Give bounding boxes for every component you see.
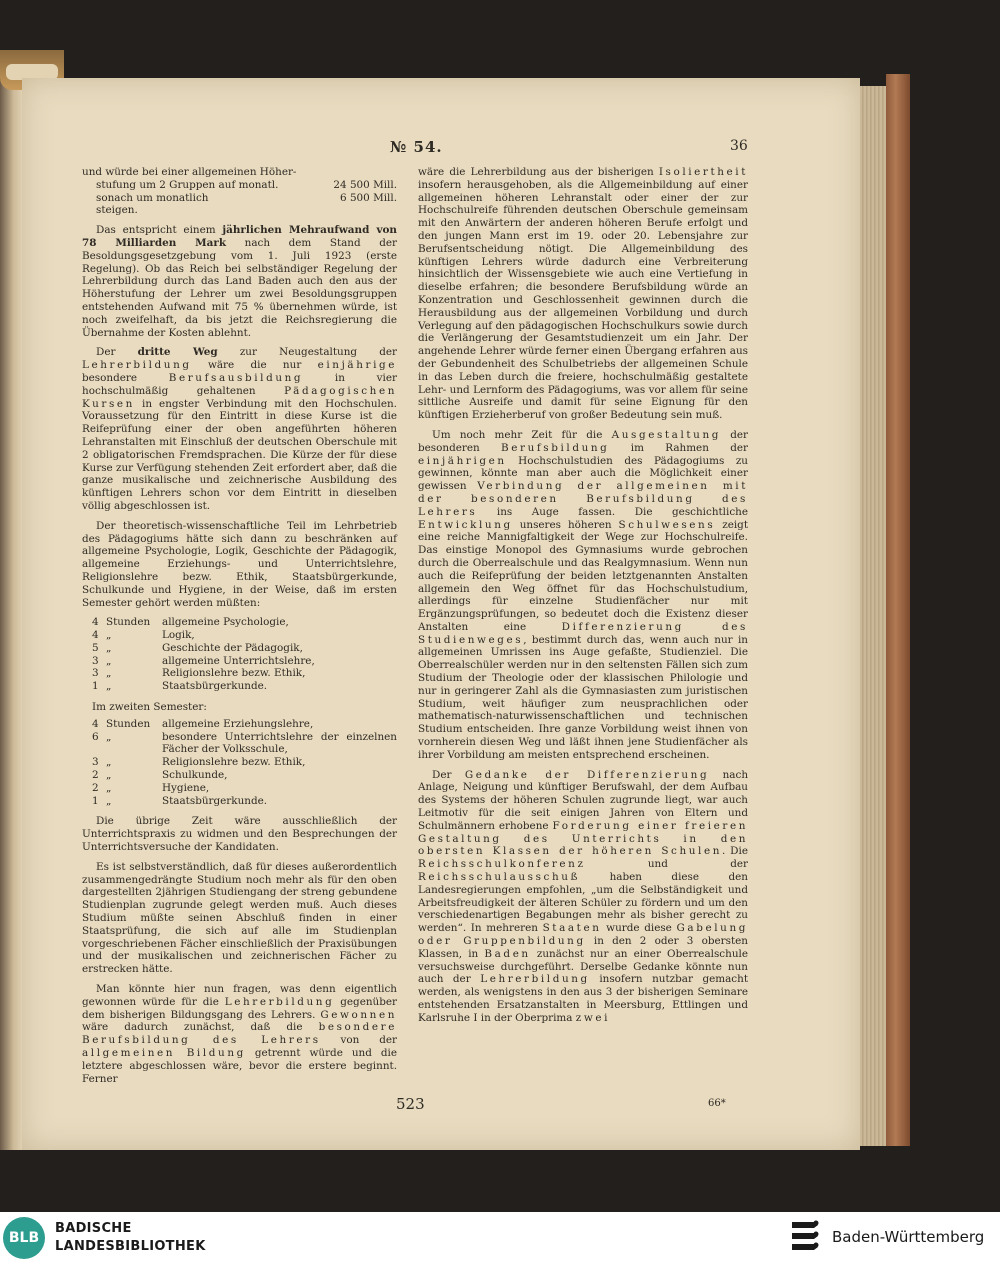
subject-name: Staatsbürgerkunde. bbox=[162, 794, 268, 807]
paragraph-group bbox=[82, 815, 397, 1085]
schedule-row bbox=[92, 782, 397, 795]
schedule-row bbox=[92, 718, 397, 731]
spaced-text: allgemeinen Bildung bbox=[82, 1047, 246, 1059]
text-run: Der theoretisch-wissenschaftliche Teil im Lehrbetrieb des Pädagogiums hätte sich dann zu beschränken auf allgemeine Psychologie, Logik, Geschichte der Pädagogik, allgemeine Erziehungs- und Unterrichtslehre, Religionslehre bezw. Ethik, Staatsbürgerkunde, Schulkunde und Hygiene, in der Weise, daß im ersten Semester gehört werden müßten: bbox=[82, 519, 397, 609]
hours-unit: „ bbox=[106, 629, 112, 642]
body-paragraph bbox=[82, 983, 397, 1085]
hours-count: 1 bbox=[92, 794, 99, 807]
text-run: wäre die nur bbox=[191, 359, 318, 372]
spaced-text: Ausgestaltung bbox=[611, 428, 721, 441]
spaced-text: einjährigen bbox=[418, 454, 507, 467]
text-run: wäre dadurch zunächst, daß die bbox=[82, 1021, 319, 1034]
hours-count: 5 bbox=[92, 641, 99, 654]
subject-name: Religionslehre bezw. Ethik, bbox=[162, 756, 306, 769]
hours-unit: „ bbox=[106, 769, 112, 782]
hours-count: 4 bbox=[92, 616, 99, 629]
hours-unit: „ bbox=[106, 781, 112, 794]
body-paragraph bbox=[82, 815, 397, 853]
text-run: getrennt würde und die letztere abgeschlossen wäre, bevor die erstere beginnt. Ferner bbox=[82, 1047, 397, 1085]
schedule-second-semester bbox=[92, 718, 397, 808]
body-paragraph bbox=[418, 166, 748, 422]
intro-line: und würde bei einer allgemeinen Höher- bbox=[82, 166, 297, 178]
blb-name-line1[interactable]: BADISCHE bbox=[55, 1221, 132, 1236]
spaced-text: besondere Berufsbildung des Lehrers bbox=[82, 1021, 397, 1047]
spaced-text: Forderung einer freieren Gestaltung des Unterrichts in den obersten Klassen der höheren Schulen bbox=[418, 819, 748, 858]
hours-count: 3 bbox=[92, 667, 99, 680]
blb-logo[interactable]: BLB bbox=[3, 1217, 45, 1259]
text-run: unseres höheren bbox=[512, 518, 619, 531]
subject-name: allgemeine Unterrichtslehre, bbox=[162, 654, 315, 667]
spaced-text: Gedanke der Differenzierung bbox=[464, 768, 710, 781]
subject-name: Geschichte der Pädagogik, bbox=[162, 641, 303, 654]
subject-name: allgemeine Psychologie, bbox=[162, 616, 289, 629]
text-run: Hochschulstudien des Pädagogiums zu gewinnen, könnte man aber auch die Möglichkeit einer gewissen bbox=[418, 454, 748, 493]
text-run: wurde diese bbox=[601, 922, 677, 935]
text-run: in vier hochschulmäßig gehaltenen bbox=[82, 371, 397, 397]
right-column bbox=[418, 166, 748, 1032]
spaced-text: Berufsbildung bbox=[501, 441, 610, 454]
schedule-row bbox=[92, 655, 397, 668]
body-paragraph bbox=[82, 861, 397, 976]
schedule-first-semester bbox=[92, 616, 397, 693]
subject-name: Hygiene, bbox=[162, 781, 210, 794]
hours-unit: „ bbox=[106, 654, 112, 667]
schedule-row bbox=[92, 616, 397, 629]
text-run: von der bbox=[320, 1034, 397, 1047]
text-run: wäre die Lehrerbildung aus der bisherigen bbox=[418, 166, 659, 178]
subject-name: Religionslehre bezw. Ethik, bbox=[162, 667, 306, 680]
hours-count: 4 bbox=[92, 717, 99, 730]
schedule-row bbox=[92, 795, 397, 808]
text-run: Es ist selbstverständlich, daß für dieses außerordentlich zusammengedrängte Studium noch mehr als für den oben dargestellten 2jährigen Studiengang der streng gebundene Studienplan zugrunde gelegt werden muß. Auch dieses Studium müßte seinen Abschluß finden in einer Staatsprüfung, die sich auf alle im Studienplan vorgeschriebenen Fächer einschließlich der Praxisübungen und der musikalischen und zeichnerischen Fächer zu erstrecken hätte. bbox=[82, 860, 397, 976]
schedule-row bbox=[92, 642, 397, 655]
subject-name: Logik, bbox=[162, 629, 195, 642]
subject-name: allgemeine Erziehungslehre, bbox=[162, 717, 314, 730]
text-run: Der bbox=[96, 346, 138, 359]
spaced-text: Reichsschulausschuß bbox=[418, 871, 581, 884]
second-semester-heading: Im zweiten Semester: bbox=[92, 701, 207, 714]
blb-name-line2[interactable]: LANDESBIBLIOTHEK bbox=[55, 1239, 206, 1254]
text-run: und der bbox=[585, 858, 748, 871]
text-run: insofern nutzbar gemacht werden, als wenigstens in den aus 3 der bisherigen Seminare entstehenden Ersatzanstalten in Meersburg, Ettlingen und Karlsruhe I in der Oberprima bbox=[418, 973, 748, 1024]
text-run: Die übrige Zeit wäre ausschließlich der Unterrichtspraxis zu widmen und den Besprechungen der Unterrichtsversuche der Kandidaten. bbox=[82, 815, 397, 854]
hours-unit: Stunden bbox=[106, 616, 151, 629]
spaced-text: Lehrerbildung bbox=[82, 359, 192, 372]
schedule-row bbox=[92, 756, 397, 769]
text-run: zur Neugestaltung der bbox=[217, 346, 398, 359]
text-run: ins Auge fassen. Die geschichtliche bbox=[477, 505, 748, 518]
spaced-text: Gewonnen bbox=[320, 1008, 397, 1021]
text-run: haben diese den Landesregierungen empfohlen, „um die Selbständigkeit und Arbeitsfreudigkeit der älteren Schüler zu fördern und um den verschiedenartigen Begabungen mehr als bisher gerecht zu werden“. In mehreren bbox=[418, 871, 748, 935]
hours-count: 1 bbox=[92, 680, 99, 693]
spaced-text: Differenzierung des Studienweges bbox=[418, 620, 748, 646]
hours-unit: „ bbox=[106, 756, 112, 769]
spaced-text: Baden bbox=[484, 947, 531, 960]
text-run: Das entspricht einem bbox=[96, 224, 223, 237]
spaced-text: zwei bbox=[575, 1011, 611, 1024]
issue-number: № 54. bbox=[390, 138, 443, 156]
hours-unit: „ bbox=[106, 680, 112, 693]
signature-mark: 66* bbox=[708, 1098, 726, 1109]
body-paragraph bbox=[82, 346, 397, 512]
spaced-text: Berufsausbildung bbox=[168, 371, 304, 384]
page-number-bottom: 523 bbox=[396, 1095, 425, 1113]
text-run: nach Anlage, Neigung und künftiger Berufswahl, der dem Aufbau des Systems der höheren Schulen zugrunde liegt, war auch Leitmotiv für die seit einigen Jahren von Eltern und Schulmännern erhobene bbox=[418, 768, 749, 832]
subject-name: Schulkunde, bbox=[162, 769, 228, 782]
hours-unit: „ bbox=[106, 641, 112, 654]
amount-label: sonach um monatlich bbox=[96, 191, 209, 204]
hours-unit: „ bbox=[106, 667, 112, 680]
intro-tail: steigen. bbox=[96, 204, 138, 217]
text-run: in engster Verbindung mit den Hochschulen. Voraussetzung für den Eintritt in diese Kurse ist die Reifeprüfung einer der oben angeführten höheren Lehranstalten mit Einschluß der deutschen Oberschule mit 2 obligatorischen Fremdsprachen. Die Kürze der für diese Kurse zur Verfügung stehenden Zeit erfordert aber, daß die ganze musikalische und zeichnerische Ausbildung des künftigen Lehrers schon vor dem Eintritt in dieselben völlig abgeschlossen ist. bbox=[82, 397, 397, 512]
text-run: in den 2 oder 3 obersten Klassen, in bbox=[418, 935, 748, 960]
hours-count: 6 bbox=[92, 730, 99, 743]
hours-unit: „ bbox=[106, 794, 112, 807]
schedule-row bbox=[92, 731, 397, 757]
paragraph-group bbox=[418, 166, 748, 1025]
bold-text: dritte Weg bbox=[137, 346, 218, 359]
amount-value: 24 500 Mill. bbox=[333, 178, 397, 191]
bold-text: jährlichen Mehraufwand von 78 Milliarden Mark bbox=[82, 224, 397, 249]
left-page-edge bbox=[0, 80, 22, 1150]
spaced-text: einjährige bbox=[317, 359, 397, 372]
text-run: im Rahmen der bbox=[609, 441, 748, 454]
text-run: . Die bbox=[722, 845, 748, 858]
amount-value: 6 500 Mill. bbox=[340, 191, 397, 204]
spaced-text: Lehrerbildung bbox=[480, 973, 590, 986]
spaced-text: Reichsschulkonferenz bbox=[418, 858, 586, 871]
body-paragraph bbox=[418, 769, 748, 1025]
text-run: gegenüber dem bisherigen Bildungsgang des Lehrers. bbox=[82, 995, 397, 1021]
book-cover-edge bbox=[886, 74, 910, 1146]
page-stack bbox=[860, 86, 886, 1146]
bw-lions-icon[interactable] bbox=[790, 1218, 824, 1256]
spaced-text: Staaten bbox=[542, 922, 602, 935]
subject-name: besondere Unterrichtslehre der einzelnen Fächer der Volksschule, bbox=[162, 730, 397, 756]
text-run: Um noch mehr Zeit für die bbox=[432, 428, 612, 441]
schedule-row bbox=[92, 769, 397, 782]
bw-name[interactable]: Baden-Württemberg bbox=[832, 1228, 985, 1246]
text-run: besondere bbox=[82, 371, 169, 384]
spaced-text: Gabelung oder Gruppenbildung bbox=[418, 922, 748, 948]
text-run: , bestimmt durch das, wenn auch nur in allgemeinen Umrissen ins Auge gefaßte, Studienziel. Die Oberrealschüler werden nur in den seltensten Fällen sich zum Studium der Theologie oder der klassischen Philologie und nur in geringerer Zahl als die Gymnasiasten zum juristischen Studium, weit häufiger zum neusprachlichen oder mathematisch-naturwissenschaftlichen und technischen Studium entscheiden. Ihre ganze Vorbildung weist ihnen von vornherein diesen Weg und läßt ihnen jene Studienfächer als ihrer Vorbildung am meisten entsprechend erscheinen. bbox=[418, 633, 748, 761]
hours-count: 3 bbox=[92, 654, 99, 667]
page-number-top: 36 bbox=[730, 138, 748, 154]
hours-unit: „ bbox=[106, 730, 112, 743]
hours-count: 4 bbox=[92, 629, 99, 642]
hours-unit: Stunden bbox=[106, 717, 151, 730]
body-paragraph bbox=[418, 429, 748, 762]
subject-name: Staatsbürgerkunde. bbox=[162, 680, 268, 693]
spaced-text: Entwicklung bbox=[418, 518, 513, 531]
hours-count: 2 bbox=[92, 769, 99, 782]
hours-count: 3 bbox=[92, 756, 99, 769]
text-run: zeigt eine reiche Mannigfaltigkeit der Wege zur Hochschulreife. Das einstige Monopol des Gymnasiums wurde gebrochen durch die Oberrealschule und das Realgymnasium. Wenn nun auch die Reifeprüfung der beiden letztgenannten Anstalten allgemein den Weg öffnet für das Hochschulstudium, allerdings für einzelne Studienfächer nur mit Ergänzungsprüfungen, so bedeutet doch die Existenz dieser Anstalten eine bbox=[418, 518, 748, 633]
spaced-text: Pädagogischen Kursen bbox=[82, 384, 397, 410]
amount-row bbox=[82, 192, 397, 205]
spaced-text: Isoliertheit bbox=[658, 166, 748, 178]
spaced-text: Schulwesens bbox=[618, 518, 716, 531]
schedule-row bbox=[92, 629, 397, 642]
hours-count: 2 bbox=[92, 781, 99, 794]
paragraph-group bbox=[82, 224, 397, 609]
spaced-text: Lehrerbildung bbox=[224, 995, 335, 1008]
body-paragraph bbox=[82, 520, 397, 610]
text-run: nach dem Stand der Besoldungsgesetzgebung vom 1. Juli 1923 (erste Regelung). Ob das Reich bei selbständiger Regelung der Lehrerbildung durch das Land Baden auch den aus der Höherstufung der Lehrer um zwei Besoldungsgruppen entstehenden Aufwand mit 75 % übernehmen würde, ist noch zweifelhaft, da bis jetzt die Reichsregierung die Übernahme der Kosten ablehnt. bbox=[82, 236, 397, 339]
schedule-row bbox=[92, 680, 397, 693]
text-run: insofern herausgehoben, als die Allgemeinbildung auf einer allgemeinen höheren Lehranstalt oder einer der zur Hochschulreife führenden deutschen Oberschule gemeinsam mit den Anwärtern der anderen höheren Berufe erfolgt und den jungen Mann erst im 19. oder 20. Lebensjahre zur Berufsentscheidung nötigt. Die Allgemeinbildung des künftigen Lehrers würde dadurch eine Verbreiterung hinsichtlich der Wissensgebiete wie auch eine Vertiefung in dieselbe erfahren; die besondere Berufsbildung würde an Konzentration und Geschlossenheit gewinnen durch die Herausbildung aus der allgemeinen Vorbildung und durch Verlegung auf den pädagogischen Hochschulkurs sowie durch die Verlängerung der Gesamtstudienzeit um ein Jahr. Der angehende Lehrer würde ferner einen Übergang erfahren aus der Gebundenheit des Schulbetriebs der allgemeinen Schule in das Leben durch die freiere, hochschulmäßig gestaltete Lehr- und Lernform des Pädagogiums, was vor allem für seine sittliche Ausreife und damit für seine Eignung für den künftigen Erzieherberuf von großer Bedeutung sein muß. bbox=[418, 178, 748, 422]
left-column bbox=[82, 166, 397, 1092]
text-run: zunächst nur an einer Oberrealschule versuchsweise durchgeführt. Derselbe Gedanke könnte nun auch der bbox=[418, 947, 748, 986]
schedule-row bbox=[92, 667, 397, 680]
spaced-text: Verbindung der allgemeinen mit der besonderen Berufsbildung des Lehrers bbox=[418, 480, 748, 518]
amount-label: stufung um 2 Gruppen auf monatl. bbox=[96, 178, 279, 191]
amount-row bbox=[82, 179, 397, 192]
text-run: der besonderen bbox=[418, 428, 748, 454]
body-paragraph bbox=[82, 224, 397, 339]
text-run: Man könnte hier nun fragen, was denn eigentlich gewonnen würde für die bbox=[82, 983, 397, 1008]
text-run: Der bbox=[432, 768, 465, 781]
